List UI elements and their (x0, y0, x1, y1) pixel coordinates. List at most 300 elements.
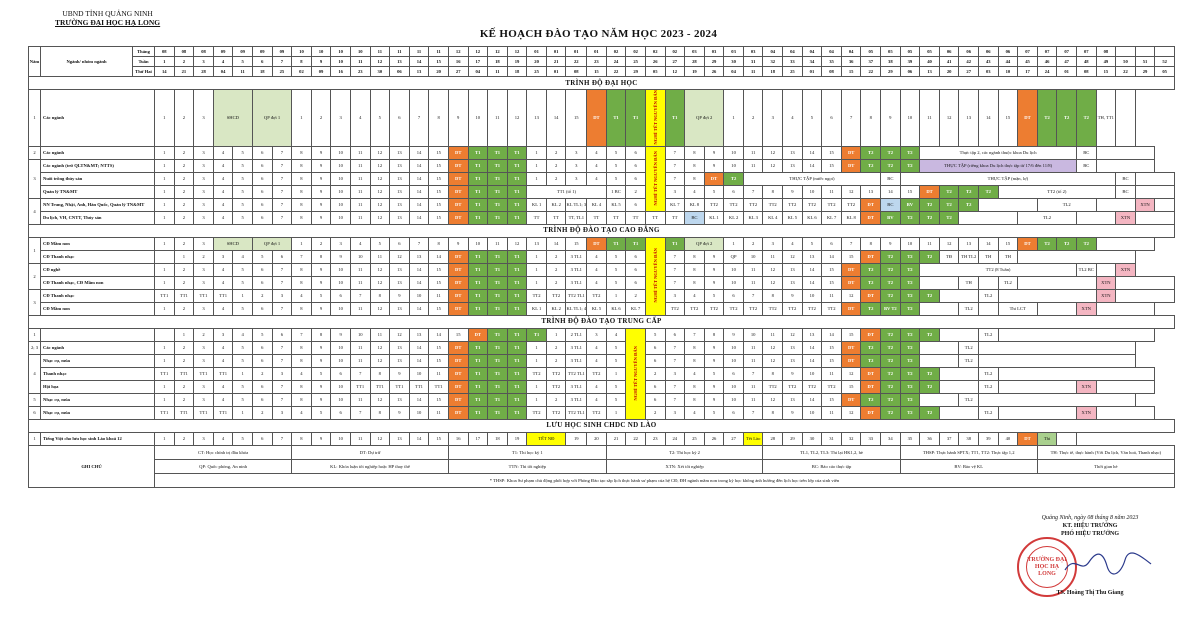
week-cell: TT2 (704, 198, 724, 211)
week-cell: 13 (390, 185, 410, 198)
week-cell: 17 (468, 57, 488, 67)
major-name: CĐ Mầm non (41, 237, 155, 250)
week-cell: BC (685, 211, 705, 224)
week-cell: 6 (252, 159, 272, 172)
week-cell: 14 (822, 328, 842, 341)
sign-pht: PHÓ HIỆU TRƯỞNG (1060, 531, 1119, 537)
school-name: TRƯỜNG ĐẠI HỌC HẠ LONG (55, 18, 161, 27)
week-cell: T1 (507, 211, 527, 224)
week-cell: 5 (606, 380, 626, 393)
week-cell: 29 (783, 432, 803, 445)
week-cell: 3 (331, 90, 351, 147)
week-cell: 7 (272, 341, 292, 354)
week-cell: T1 (488, 198, 508, 211)
week-cell: TT2 (743, 198, 763, 211)
week-cell: BC (1076, 146, 1096, 159)
week-cell: 12 (390, 328, 410, 341)
week-cell: 10 (350, 250, 370, 263)
week-cell: TL2 (959, 302, 979, 315)
week-cell: 2 (252, 367, 272, 380)
legend-title: GHI CHÚ (29, 445, 155, 487)
week-cell: 4 (685, 185, 705, 198)
month-cell: 12 (468, 47, 488, 57)
week-cell: 1 (155, 172, 175, 185)
week-cell: 12 (841, 185, 861, 198)
week-cell: 9 (311, 185, 331, 198)
week-cell: TT1 (390, 380, 410, 393)
week-cell: T2 (900, 146, 920, 159)
week-cell: T1 (606, 90, 626, 147)
monday-cell: 02 (292, 67, 312, 77)
week-cell: 3 (194, 146, 214, 159)
week-cell: 33 (783, 57, 803, 67)
week-cell: 8 (292, 146, 312, 159)
week-cell: 35 (900, 432, 920, 445)
week-cell: 3 (194, 354, 214, 367)
week-cell: 10 (802, 185, 822, 198)
week-cell: 22 (566, 57, 587, 67)
week-cell: T2 (900, 250, 920, 263)
week-cell: T1 (507, 302, 527, 315)
week-cell: XTN (1135, 198, 1155, 211)
week-cell: 13 (390, 302, 410, 315)
week-cell (1076, 211, 1115, 224)
week-cell: 13 (390, 211, 410, 224)
week-cell: 11 (350, 393, 370, 406)
week-cell: 7 (272, 432, 292, 445)
week-cell: XTN (1076, 406, 1096, 419)
week-cell: DT (448, 146, 468, 159)
week-cell: TT2 TL1 (566, 289, 587, 302)
week-cell: 5 (704, 367, 724, 380)
week-cell: T1 (507, 263, 527, 276)
week-cell: 4 (213, 263, 233, 276)
training-plan-table (28, 46, 1175, 488)
tet-label: NGHỈ TẾT NGUYÊN ĐÁN (652, 150, 658, 206)
week-cell: T2 (900, 406, 920, 419)
week-cell: 7 (685, 328, 705, 341)
week-cell: 1 (174, 328, 194, 341)
week-cell: DT (861, 289, 881, 302)
week-cell: 4 (213, 185, 233, 198)
legend-item: BC: Báo cáo thực tập (763, 459, 900, 473)
week-cell: 2 (311, 90, 331, 147)
sign-date: Quảng Ninh, ngày 08 tháng 8 năm 2023 (1041, 515, 1139, 521)
week-cell: 7 (272, 354, 292, 367)
legend-item: T1: Thi học kỳ 1 (448, 445, 606, 459)
week-cell: T2 (900, 328, 920, 341)
week-cell: 13 (390, 146, 410, 159)
week-cell: TT2 (tổ 2) (998, 185, 1116, 198)
week-cell: 4 (587, 341, 607, 354)
year-cell: 6 (29, 406, 41, 419)
week-cell: 8 (370, 406, 390, 419)
week-cell: 33 (861, 432, 881, 445)
table-row (29, 367, 1175, 380)
week-cell: 6 (626, 172, 646, 185)
week-cell: 12 (763, 146, 783, 159)
legend-note: * THSP: Khoa Sư phạm chủ động phối hợp với Phòng Đào tạo sắp lịch thực hành sư phạm của hệ CĐ, ĐH ngành mầm non trong kỳ học không ảnh hưởng đến lịch học trên lớp của sinh viên (155, 473, 1175, 487)
week-cell: 7 (665, 341, 685, 354)
week-cell: 11 (743, 146, 763, 159)
week-cell: T2 (881, 341, 901, 354)
major-name (41, 328, 155, 341)
week-cell: 1 (292, 90, 312, 147)
week-cell: 19 (507, 57, 527, 67)
week-cell: TH, TT1 (1096, 90, 1116, 147)
legend-row (29, 445, 1175, 459)
week-cell: 12 (370, 302, 390, 315)
week-cell: SHCD (213, 237, 252, 250)
week-cell: 14 (409, 211, 429, 224)
week-cell: T1 (468, 276, 488, 289)
week-cell: 8 (292, 302, 312, 315)
week-cell: 28 (763, 432, 783, 445)
week-cell: 3 (194, 90, 214, 147)
week-cell: DT (861, 367, 881, 380)
week-cell: 10 (331, 354, 351, 367)
week-cell: 14 (802, 276, 822, 289)
week-cell: 18 (488, 432, 508, 445)
week-cell: T2 (881, 367, 901, 380)
week-cell: 2 (546, 250, 566, 263)
week-cell: 11 (350, 57, 370, 67)
week-cell: 14 (802, 263, 822, 276)
week-cell: TT2 (546, 406, 566, 419)
section-cao-dang (29, 224, 1175, 237)
monday-cell: 29 (1135, 67, 1155, 77)
week-cell: 5 (233, 341, 253, 354)
week-cell: 8 (292, 354, 312, 367)
week-label: Tuần (133, 57, 155, 67)
week-cell: 9 (390, 367, 410, 380)
section-title: LƯU HỌC SINH CHDC ND LÀO (29, 419, 1175, 432)
week-cell: 5 (704, 185, 724, 198)
week-cell: TT2 (783, 198, 803, 211)
week-cell: 11 (743, 354, 763, 367)
monday-cell: 01 (802, 67, 822, 77)
week-cell: T1 (468, 406, 488, 419)
week-cell: T2 (861, 276, 881, 289)
year-cell: 1 (29, 237, 41, 263)
week-cell: 8 (292, 172, 312, 185)
week-cell (1096, 146, 1155, 159)
week-cell: QP đợt 2 (685, 237, 724, 250)
week-cell (1096, 198, 1135, 211)
week-cell: T2 (920, 367, 940, 380)
week-cell: TT2 (841, 198, 861, 211)
week-cell: T1 (507, 159, 527, 172)
week-cell: 9 (311, 172, 331, 185)
week-cell: 5 (233, 276, 253, 289)
week-cell: TT2 (822, 302, 842, 315)
week-cell: 2 (174, 57, 194, 67)
week-cell: 2 (174, 237, 194, 250)
monday-cell: 18 (763, 67, 783, 77)
week-cell (155, 328, 175, 341)
week-cell: 2 (174, 380, 194, 393)
week-cell: 11 (350, 172, 370, 185)
week-cell: T2 (920, 250, 940, 263)
week-cell: 14 (546, 237, 566, 250)
week-cell: 5 (252, 328, 272, 341)
monday-cell: 29 (881, 67, 901, 77)
week-cell: 15 (822, 159, 842, 172)
week-cell: 22 (626, 432, 646, 445)
week-cell: DT (448, 250, 468, 263)
week-cell: 2 (252, 289, 272, 302)
month-cell: 03 (743, 47, 763, 57)
week-cell: T2 (881, 263, 901, 276)
week-cell: THỰC TẬP (nước ngọt) (743, 172, 880, 185)
week-cell: T2 (959, 198, 979, 211)
week-cell: 15 (429, 146, 449, 159)
monday-cell: 25 (527, 67, 547, 77)
week-cell: 2 (174, 276, 194, 289)
year-cell: 4 (29, 198, 41, 224)
week-cell: 4 (213, 159, 233, 172)
month-cell: 08 (174, 47, 194, 57)
week-cell: T1 (488, 328, 508, 341)
week-cell: 10 (468, 90, 488, 147)
week-cell: 5 (370, 90, 390, 147)
week-cell: 15 (822, 146, 842, 159)
week-cell: T2 (881, 159, 901, 172)
week-cell: 14 (429, 328, 449, 341)
legend-item: TH: Thực tế, thực hành (Với Du lịch, Văn hoá, Thanh nhạc) (1037, 445, 1174, 459)
week-cell: 2 (194, 250, 214, 263)
week-cell: T1 (468, 302, 488, 315)
week-cell: 4 (350, 90, 370, 147)
week-cell: 15 (822, 276, 842, 289)
month-cell: 04 (783, 47, 803, 57)
week-cell: 7 (743, 289, 763, 302)
week-cell: 11 (763, 328, 783, 341)
week-cell: 2 (546, 341, 566, 354)
week-cell (939, 367, 978, 380)
month-cell: 05 (900, 47, 920, 57)
week-cell: TL2 BC (1076, 263, 1096, 276)
week-cell: 12 (763, 276, 783, 289)
week-cell: T1 (507, 198, 527, 211)
week-cell: 1 (155, 57, 175, 67)
week-cell: 8 (685, 354, 705, 367)
week-cell: 4 (587, 380, 607, 393)
week-cell: TT2 (763, 198, 783, 211)
year-cell: 1 (29, 90, 41, 147)
week-cell: 14 (881, 185, 901, 198)
week-cell: 11 (743, 341, 763, 354)
week-cell: 7 (665, 263, 685, 276)
week-cell: 9 (311, 159, 331, 172)
week-cell: TẾT NĐ (527, 432, 566, 445)
week-cell: 3 (272, 289, 292, 302)
tet-label: NGHỈ TẾT NGUYÊN ĐÁN (633, 345, 639, 401)
week-cell: 3 (194, 380, 214, 393)
week-cell: 15 (841, 250, 861, 263)
week-cell: 36 (841, 57, 861, 67)
week-cell: 23 (645, 432, 665, 445)
monday-cell: 04 (724, 67, 744, 77)
week-cell: BC (881, 198, 901, 211)
week-cell: 37 (939, 432, 959, 445)
week-cell: 1 (233, 289, 253, 302)
week-cell: DT (448, 393, 468, 406)
week-cell: TH (979, 250, 999, 263)
month-label: Tháng (133, 47, 155, 57)
week-cell: 7 (841, 237, 861, 250)
week-cell: 24 (665, 432, 685, 445)
week-cell: KL 3 (743, 211, 763, 224)
week-cell: 12 (939, 237, 959, 250)
week-cell: 6 (626, 198, 646, 211)
week-cell: 4 (213, 172, 233, 185)
week-cell: 2 (174, 341, 194, 354)
month-cell: 06 (939, 47, 959, 57)
week-cell: 11 (743, 380, 763, 393)
week-cell: 1 (527, 341, 547, 354)
week-cell: TT2 (802, 198, 822, 211)
week-cell: 12 (370, 354, 390, 367)
week-cell: 8 (292, 276, 312, 289)
week-cell: 9 (331, 328, 351, 341)
week-cell: DT (704, 172, 724, 185)
week-cell: 3 (194, 276, 214, 289)
week-cell: 10 (724, 263, 744, 276)
week-cell: 4 (213, 354, 233, 367)
section-title: TRÌNH ĐỘ ĐẠI HỌC (29, 77, 1175, 90)
monday-cell: 11 (743, 67, 763, 77)
legend-item: XTN: Xét tốt nghiệp (606, 459, 763, 473)
month-cell: 01 (546, 47, 566, 57)
week-cell: 7 (272, 211, 292, 224)
week-cell: 5 (252, 250, 272, 263)
week-cell: DT (841, 263, 861, 276)
monday-cell: 19 (685, 67, 705, 77)
week-cell: T2 (861, 263, 881, 276)
week-cell: 38 (881, 57, 901, 67)
week-cell: 2 (743, 90, 763, 147)
table-row (29, 406, 1175, 419)
week-cell: 2 (174, 172, 194, 185)
monday-cell: 11 (233, 67, 253, 77)
week-cell: 14 (546, 90, 566, 147)
table-row (29, 289, 1175, 302)
week-cell: T1 (665, 237, 685, 250)
week-cell: 8 (685, 172, 705, 185)
week-cell: 6 (272, 250, 292, 263)
week-cell: 1 BC (606, 185, 626, 198)
monday-cell: 15 (587, 67, 607, 77)
week-cell: 2 (174, 354, 194, 367)
week-cell: 1 (174, 250, 194, 263)
week-cell: 4 (685, 289, 705, 302)
week-cell: T1 (488, 276, 508, 289)
week-cell: 32 (841, 432, 861, 445)
week-cell: 1 (527, 172, 547, 185)
week-cell: 25 (685, 432, 705, 445)
week-cell: TT (546, 211, 566, 224)
table-row (29, 90, 1175, 147)
week-cell: 3 (665, 289, 685, 302)
month-cell (1116, 47, 1136, 57)
monday-cell: 04 (213, 67, 233, 77)
week-cell: DT (841, 341, 861, 354)
week-cell: 13 (783, 393, 803, 406)
week-cell: 10 (724, 380, 744, 393)
week-cell: 6 (626, 250, 646, 263)
month-cell: 06 (998, 47, 1018, 57)
week-cell: 10 (724, 159, 744, 172)
week-cell: 14 (822, 250, 842, 263)
week-cell: BC (1076, 159, 1096, 172)
week-cell: 43 (979, 57, 999, 67)
week-cell: 35 (822, 57, 842, 67)
week-cell (998, 289, 1096, 302)
week-cell: 15 (429, 341, 449, 354)
legend-item: TTN: Thi tốt nghiệp (448, 459, 606, 473)
week-cell: KL 7 (626, 302, 646, 315)
week-cell: 6 (252, 354, 272, 367)
week-cell: 32 (763, 57, 783, 67)
major-name: Quản lý TN&MT (41, 185, 155, 198)
week-cell: 3 (272, 406, 292, 419)
week-cell: 5 (311, 289, 331, 302)
tet-holiday-cell (645, 146, 665, 211)
table-row (29, 250, 1175, 263)
week-cell: TT (645, 211, 665, 224)
week-cell: 8 (292, 159, 312, 172)
tet-holiday-cell (645, 237, 665, 315)
monday-cell: 26 (704, 67, 724, 77)
week-cell: 23 (587, 57, 607, 67)
week-cell: 12 (763, 159, 783, 172)
week-cell: TL2 (979, 406, 999, 419)
col-major-header: Ngành/ nhóm ngành (41, 47, 133, 77)
week-cell: XTN (1076, 302, 1096, 315)
week-cell: TT1 (155, 367, 175, 380)
week-cell: 14 (409, 198, 429, 211)
major-name: Các ngành (41, 341, 155, 354)
week-cell: 10 (331, 302, 351, 315)
week-cell: T1 (507, 367, 527, 380)
week-cell: 8 (704, 328, 724, 341)
week-cell: 6 (252, 146, 272, 159)
week-cell: 2 (174, 302, 194, 315)
monday-cell: 15 (841, 67, 861, 77)
week-cell: 7 (272, 276, 292, 289)
week-cell: 3 (194, 432, 214, 445)
week-cell: 13 (390, 172, 410, 185)
week-cell: TL2 (979, 380, 999, 393)
week-cell: 7 (272, 185, 292, 198)
week-cell (979, 341, 1136, 354)
week-cell: 25 (626, 57, 646, 67)
week-cell: 1 (155, 146, 175, 159)
week-cell: 3 (194, 57, 214, 67)
week-cell: TT2 (546, 367, 566, 380)
week-cell: 7 (272, 393, 292, 406)
week-cell: 2 (645, 406, 665, 419)
week-cell: 11 (429, 289, 449, 302)
week-cell: QP đợt 1 (252, 90, 291, 147)
month-cell: 05 (920, 47, 940, 57)
week-cell: 6 (645, 341, 665, 354)
major-name: Du lịch, VH, CNTT, Thủy sản (41, 211, 155, 224)
week-cell: 8 (685, 276, 705, 289)
week-cell: KL 6 (606, 302, 626, 315)
week-cell: TT1 (174, 406, 194, 419)
